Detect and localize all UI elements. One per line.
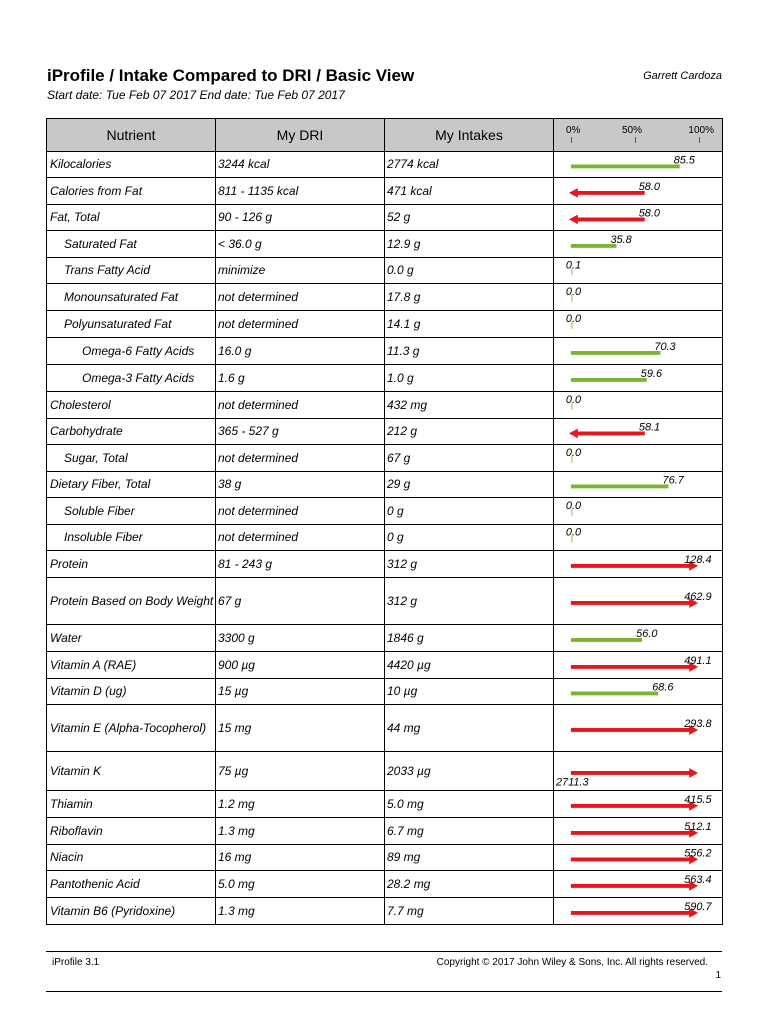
percent-bar-cell bbox=[554, 205, 723, 231]
percent-bar-cell bbox=[554, 551, 723, 578]
footer-copyright: Copyright © 2017 John Wiley & Sons, Inc. All rights reserved. bbox=[436, 957, 708, 968]
nutrient-table bbox=[46, 118, 723, 925]
nutrient-name: Kilocalories bbox=[47, 152, 216, 178]
percent-bar bbox=[554, 205, 722, 230]
intake-bar bbox=[577, 218, 645, 222]
percent-bar-cell bbox=[554, 365, 723, 392]
percent-bar-cell bbox=[554, 791, 723, 818]
dri-value: 1.3 mg bbox=[216, 898, 385, 925]
table-header-row bbox=[47, 119, 723, 152]
intake-bar bbox=[577, 191, 645, 195]
percent-bar bbox=[554, 231, 722, 257]
percent-label: 415.5 bbox=[684, 794, 712, 806]
intake-value: 28.2 mg bbox=[385, 871, 554, 898]
percent-label: 0.0 bbox=[565, 447, 582, 460]
percent-bar bbox=[554, 871, 722, 897]
dri-value: minimize bbox=[216, 258, 385, 284]
dri-value: 75 µg bbox=[216, 752, 385, 791]
dri-value: not determined bbox=[216, 498, 385, 525]
dri-value: 1.6 g bbox=[216, 365, 385, 392]
percent-bar-cell bbox=[554, 871, 723, 898]
dri-value: not determined bbox=[216, 311, 385, 338]
percent-bar bbox=[554, 258, 722, 283]
nutrient-name: Sugar, Total bbox=[47, 445, 216, 472]
column-header-my-intakes: My Intakes bbox=[385, 119, 554, 152]
percent-bar bbox=[554, 551, 722, 577]
percent-bar-cell bbox=[554, 178, 723, 205]
dri-value: not determined bbox=[216, 284, 385, 311]
intake-value: 5.0 mg bbox=[385, 791, 554, 818]
percent-label: 563.4 bbox=[684, 874, 712, 886]
intake-bar bbox=[571, 858, 690, 862]
table-row bbox=[47, 178, 723, 205]
dri-value: 81 - 243 g bbox=[216, 551, 385, 578]
nutrient-name: Protein Based on Body Weight bbox=[47, 578, 216, 625]
nutrient-name: Polyunsaturated Fat bbox=[47, 311, 216, 338]
table-row bbox=[47, 818, 723, 845]
arrow-head-right bbox=[689, 768, 698, 778]
percent-bar-cell bbox=[554, 392, 723, 419]
nutrient-name: Protein bbox=[47, 551, 216, 578]
percent-label: 58.0 bbox=[638, 207, 661, 220]
percent-bar-cell bbox=[554, 311, 723, 338]
nutrient-name: Insoluble Fiber bbox=[47, 525, 216, 551]
percent-label: 0.0 bbox=[565, 313, 582, 326]
nutrient-name: Monounsaturated Fat bbox=[47, 284, 216, 311]
table-row bbox=[47, 231, 723, 258]
percent-label: 85.5 bbox=[673, 154, 696, 167]
scale-tick-0 bbox=[571, 137, 572, 143]
percent-bar-cell bbox=[554, 284, 723, 311]
table-row bbox=[47, 898, 723, 925]
intake-value: 6.7 mg bbox=[385, 818, 554, 845]
percent-label: 491.1 bbox=[684, 655, 712, 667]
table-row bbox=[47, 752, 723, 791]
dri-value: 38 g bbox=[216, 472, 385, 498]
table-row bbox=[47, 871, 723, 898]
percent-bar bbox=[554, 791, 722, 817]
percent-label: 128.4 bbox=[684, 554, 712, 566]
percent-bar bbox=[554, 419, 722, 444]
percent-label: 0.0 bbox=[565, 526, 582, 539]
dri-value: 16.0 g bbox=[216, 338, 385, 365]
intake-bar bbox=[571, 165, 680, 169]
intake-bar bbox=[571, 692, 658, 696]
arrow-head-left bbox=[569, 429, 578, 439]
intake-bar bbox=[571, 728, 690, 732]
intake-value: 14.1 g bbox=[385, 311, 554, 338]
column-header-nutrient: Nutrient bbox=[47, 119, 216, 152]
percent-bar-cell bbox=[554, 845, 723, 871]
intake-bar bbox=[571, 564, 690, 568]
percent-bar bbox=[554, 365, 722, 391]
nutrient-name: Cholesterol bbox=[47, 392, 216, 419]
percent-label: 293.8 bbox=[684, 718, 712, 730]
percent-bar bbox=[554, 498, 722, 524]
nutrient-name: Thiamin bbox=[47, 791, 216, 818]
percent-bar-cell bbox=[554, 752, 723, 791]
percent-label: 556.2 bbox=[684, 847, 712, 860]
percent-bar bbox=[554, 178, 722, 204]
intake-value: 44 mg bbox=[385, 705, 554, 752]
intake-value: 2774 kcal bbox=[385, 152, 554, 178]
dri-value: not determined bbox=[216, 525, 385, 551]
footer-divider-bottom bbox=[46, 991, 722, 992]
intake-value: 312 g bbox=[385, 551, 554, 578]
intake-value: 17.8 g bbox=[385, 284, 554, 311]
percent-bar bbox=[554, 392, 722, 418]
scale-tick-100 bbox=[699, 137, 700, 143]
dri-value: 900 µg bbox=[216, 652, 385, 679]
percent-bar bbox=[554, 311, 722, 337]
intake-bar bbox=[571, 665, 690, 669]
percent-bar bbox=[554, 445, 722, 471]
table-row bbox=[47, 338, 723, 365]
table-row bbox=[47, 791, 723, 818]
percent-label: 0.0 bbox=[565, 500, 582, 513]
percent-label: 2711.3 bbox=[555, 776, 589, 789]
percent-bar-cell bbox=[554, 258, 723, 284]
table-row bbox=[47, 419, 723, 445]
table-row bbox=[47, 284, 723, 311]
table-row bbox=[47, 705, 723, 752]
scale-label-50: 50% bbox=[622, 125, 643, 136]
column-header-my-dri: My DRI bbox=[216, 119, 385, 152]
percent-bar bbox=[554, 472, 722, 497]
nutrient-name: Omega-3 Fatty Acids bbox=[47, 365, 216, 392]
percent-label: 512.1 bbox=[684, 821, 712, 833]
percent-label: 58.0 bbox=[638, 181, 661, 193]
intake-value: 432 mg bbox=[385, 392, 554, 419]
percent-bar bbox=[554, 679, 722, 704]
intake-value: 1.0 g bbox=[385, 365, 554, 392]
intake-value: 4420 µg bbox=[385, 652, 554, 679]
nutrient-name: Omega-6 Fatty Acids bbox=[47, 338, 216, 365]
dri-value: 16 mg bbox=[216, 845, 385, 871]
dri-value: 15 µg bbox=[216, 679, 385, 705]
table-row bbox=[47, 365, 723, 392]
nutrient-name: Dietary Fiber, Total bbox=[47, 472, 216, 498]
percent-label: 56.0 bbox=[636, 628, 658, 640]
percent-bar-cell bbox=[554, 652, 723, 679]
percent-label: 0.0 bbox=[565, 286, 582, 299]
percent-bar bbox=[554, 818, 722, 844]
arrow-head-left bbox=[569, 188, 578, 198]
dri-value: 811 - 1135 kcal bbox=[216, 178, 385, 205]
nutrient-name: Fat, Total bbox=[47, 205, 216, 231]
arrow-head-left bbox=[569, 215, 578, 225]
percent-bar-cell bbox=[554, 472, 723, 498]
intake-bar bbox=[571, 601, 690, 605]
percent-bar-cell bbox=[554, 152, 723, 178]
intake-value: 12.9 g bbox=[385, 231, 554, 258]
percent-bar bbox=[554, 525, 722, 550]
nutrient-name: Water bbox=[47, 625, 216, 652]
author-name: Garrett Cardoza bbox=[643, 70, 722, 82]
dri-value: not determined bbox=[216, 445, 385, 472]
page-number: 1 bbox=[715, 970, 721, 981]
table-row bbox=[47, 392, 723, 419]
percent-bar-cell bbox=[554, 338, 723, 365]
dri-value: 5.0 mg bbox=[216, 871, 385, 898]
dri-value: 365 - 527 g bbox=[216, 419, 385, 445]
footer-version: iProfile 3.1 bbox=[52, 957, 100, 968]
table-row bbox=[47, 652, 723, 679]
intake-value: 0.0 g bbox=[385, 258, 554, 284]
percent-label: 0.0 bbox=[565, 394, 582, 407]
dri-value: 1.3 mg bbox=[216, 818, 385, 845]
nutrient-name: Calories from Fat bbox=[47, 178, 216, 205]
table-row bbox=[47, 152, 723, 178]
date-range: Start date: Tue Feb 07 2017 End date: Tue Feb 07 2017 bbox=[47, 88, 345, 102]
percent-label: 76.7 bbox=[662, 474, 684, 487]
percent-bar bbox=[554, 338, 722, 364]
intake-value: 52 g bbox=[385, 205, 554, 231]
percent-bar bbox=[554, 284, 722, 310]
table-row bbox=[47, 578, 723, 625]
table-row bbox=[47, 625, 723, 652]
percent-bar bbox=[554, 752, 722, 790]
table-body bbox=[47, 152, 723, 925]
table-row bbox=[47, 845, 723, 871]
percent-bar-cell bbox=[554, 818, 723, 845]
percent-label: 70.3 bbox=[654, 341, 676, 353]
table-row bbox=[47, 551, 723, 578]
nutrient-name: Vitamin E (Alpha-Tocopherol) bbox=[47, 705, 216, 752]
percent-bar bbox=[554, 898, 722, 924]
percent-bar-cell bbox=[554, 705, 723, 752]
footer-divider-top bbox=[46, 951, 722, 952]
dri-value: 67 g bbox=[216, 578, 385, 625]
intake-bar bbox=[571, 831, 690, 835]
intake-bar bbox=[571, 378, 647, 382]
nutrient-name: Pantothenic Acid bbox=[47, 871, 216, 898]
nutrient-name: Carbohydrate bbox=[47, 419, 216, 445]
intake-value: 0 g bbox=[385, 525, 554, 551]
intake-value: 0 g bbox=[385, 498, 554, 525]
scale-label-0: 0% bbox=[566, 125, 581, 136]
percent-bar-cell bbox=[554, 525, 723, 551]
percent-bar-cell bbox=[554, 445, 723, 472]
scale-tick-50 bbox=[635, 137, 636, 143]
intake-value: 11.3 g bbox=[385, 338, 554, 365]
percent-label: 35.8 bbox=[610, 234, 632, 246]
nutrient-name: Soluble Fiber bbox=[47, 498, 216, 525]
dri-value: 3244 kcal bbox=[216, 152, 385, 178]
dri-value: 3300 g bbox=[216, 625, 385, 652]
nutrient-name: Riboflavin bbox=[47, 818, 216, 845]
intake-value: 312 g bbox=[385, 578, 554, 625]
intake-value: 212 g bbox=[385, 419, 554, 445]
intake-bar bbox=[571, 911, 690, 915]
intake-bar bbox=[577, 432, 645, 436]
intake-bar bbox=[571, 485, 669, 489]
intake-value: 67 g bbox=[385, 445, 554, 472]
percent-bar bbox=[554, 578, 722, 624]
nutrient-name: Niacin bbox=[47, 845, 216, 871]
dri-value: 1.2 mg bbox=[216, 791, 385, 818]
percent-bar-cell bbox=[554, 578, 723, 625]
intake-bar bbox=[571, 351, 660, 355]
percent-bar-cell bbox=[554, 898, 723, 925]
dri-value: not determined bbox=[216, 392, 385, 419]
nutrient-name: Vitamin B6 (Pyridoxine) bbox=[47, 898, 216, 925]
percent-bar bbox=[554, 152, 722, 177]
column-header-percent-scale bbox=[554, 119, 723, 152]
intake-value: 10 µg bbox=[385, 679, 554, 705]
dri-value: 90 - 126 g bbox=[216, 205, 385, 231]
table-row bbox=[47, 445, 723, 472]
intake-value: 1846 g bbox=[385, 625, 554, 652]
percent-bar-cell bbox=[554, 419, 723, 445]
table-row bbox=[47, 472, 723, 498]
percent-bar bbox=[554, 845, 722, 870]
table-row bbox=[47, 205, 723, 231]
page-title: iProfile / Intake Compared to DRI / Basic View bbox=[47, 66, 415, 85]
nutrient-name: Vitamin A (RAE) bbox=[47, 652, 216, 679]
percent-bar bbox=[554, 705, 722, 751]
table-row bbox=[47, 498, 723, 525]
percent-label: 68.6 bbox=[652, 681, 674, 694]
percent-bar-cell bbox=[554, 625, 723, 652]
intake-bar bbox=[571, 771, 690, 775]
dri-value: 15 mg bbox=[216, 705, 385, 752]
nutrient-name: Saturated Fat bbox=[47, 231, 216, 258]
percent-bar bbox=[554, 652, 722, 678]
percent-bar bbox=[554, 625, 722, 651]
percent-label: 59.6 bbox=[640, 368, 663, 380]
intake-value: 89 mg bbox=[385, 845, 554, 871]
intake-value: 2033 µg bbox=[385, 752, 554, 791]
percent-label: 590.7 bbox=[684, 901, 712, 913]
nutrient-name: Vitamin K bbox=[47, 752, 216, 791]
dri-value: < 36.0 g bbox=[216, 231, 385, 258]
percent-label: 462.9 bbox=[684, 591, 712, 603]
scale-label-100: 100% bbox=[688, 125, 714, 136]
table-row bbox=[47, 311, 723, 338]
percent-bar-cell bbox=[554, 498, 723, 525]
intake-bar bbox=[571, 638, 642, 642]
intake-value: 471 kcal bbox=[385, 178, 554, 205]
intake-value: 7.7 mg bbox=[385, 898, 554, 925]
nutrient-name: Trans Fatty Acid bbox=[47, 258, 216, 284]
percent-bar-cell bbox=[554, 679, 723, 705]
intake-bar bbox=[571, 804, 690, 808]
table-row bbox=[47, 679, 723, 705]
percent-bar-cell bbox=[554, 231, 723, 258]
intake-value: 29 g bbox=[385, 472, 554, 498]
table-row bbox=[47, 258, 723, 284]
nutrient-name: Vitamin D (ug) bbox=[47, 679, 216, 705]
table-row bbox=[47, 525, 723, 551]
percent-label: 58.1 bbox=[638, 421, 661, 434]
percent-label: 0.1 bbox=[565, 259, 582, 272]
intake-bar bbox=[571, 884, 690, 888]
